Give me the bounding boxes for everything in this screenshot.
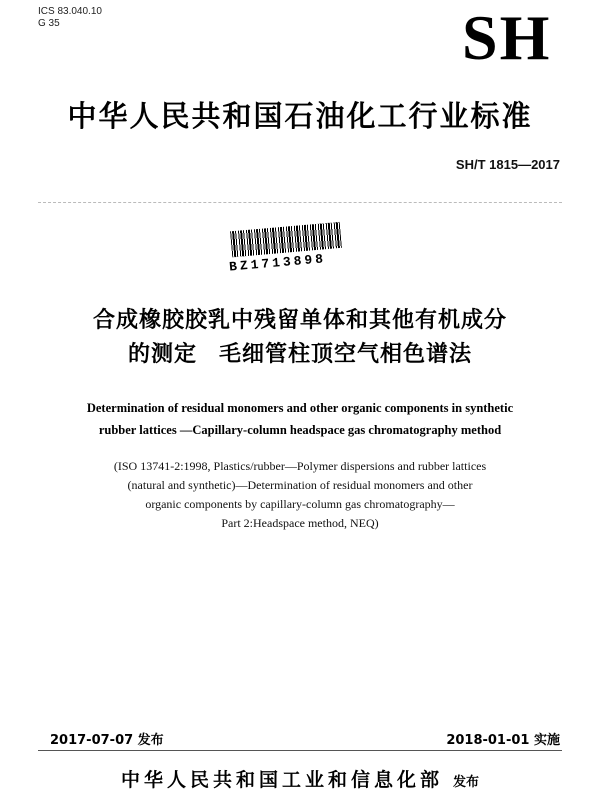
- chinese-title-line-2b: 毛细管柱顶空气相色谱法: [219, 342, 473, 367]
- standard-number: SH/T 1815—2017: [455, 157, 560, 172]
- class-code: G 35: [38, 18, 60, 29]
- implement-date: 2018-01-01 实施: [446, 733, 560, 748]
- chinese-title: [0, 304, 600, 372]
- bottom-divider: [38, 750, 562, 751]
- english-title-line-2: rubber lattices —Capillary-column headspace gas chromatography method: [98, 423, 502, 437]
- iso-reference-line-4: Part 2:Headspace method, NEQ): [221, 516, 379, 530]
- publisher: [0, 765, 600, 792]
- chinese-title-line-2a: 的测定: [127, 342, 197, 367]
- iso-reference-line-2: (natural and synthetic)—Determination of residual monomers and other: [127, 478, 473, 492]
- iso-reference: [20, 457, 580, 533]
- sh-logo: SH: [462, 2, 552, 73]
- top-divider: [38, 202, 562, 203]
- organization-title: 中华人民共和国石油化工行业标准: [67, 99, 533, 133]
- iso-reference-line-3: organic components by capillary-column gas chromatography—: [145, 497, 455, 511]
- chinese-title-line-2: [0, 338, 600, 372]
- chinese-title-line-1: 合成橡胶胶乳中残留单体和其他有机成分: [92, 308, 507, 333]
- publish-date: 2017-07-07 发布: [50, 733, 164, 748]
- publisher-suffix: 发布: [453, 775, 480, 790]
- iso-reference-line-1: (ISO 13741-2:1998, Plastics/rubber—Polymer dispersions and rubber lattices: [113, 459, 487, 473]
- english-title-line-1: Determination of residual monomers and other organic components in synthetic: [86, 401, 514, 415]
- english-title: [20, 397, 580, 441]
- classification-codes: [38, 6, 102, 30]
- publisher-name: 中华人民共和国工业和信息化部: [120, 769, 443, 791]
- ics-code: ICS 83.040.10: [38, 6, 102, 17]
- barcode-number: BZ1713898: [228, 251, 327, 275]
- barcode-sticker: [226, 220, 360, 281]
